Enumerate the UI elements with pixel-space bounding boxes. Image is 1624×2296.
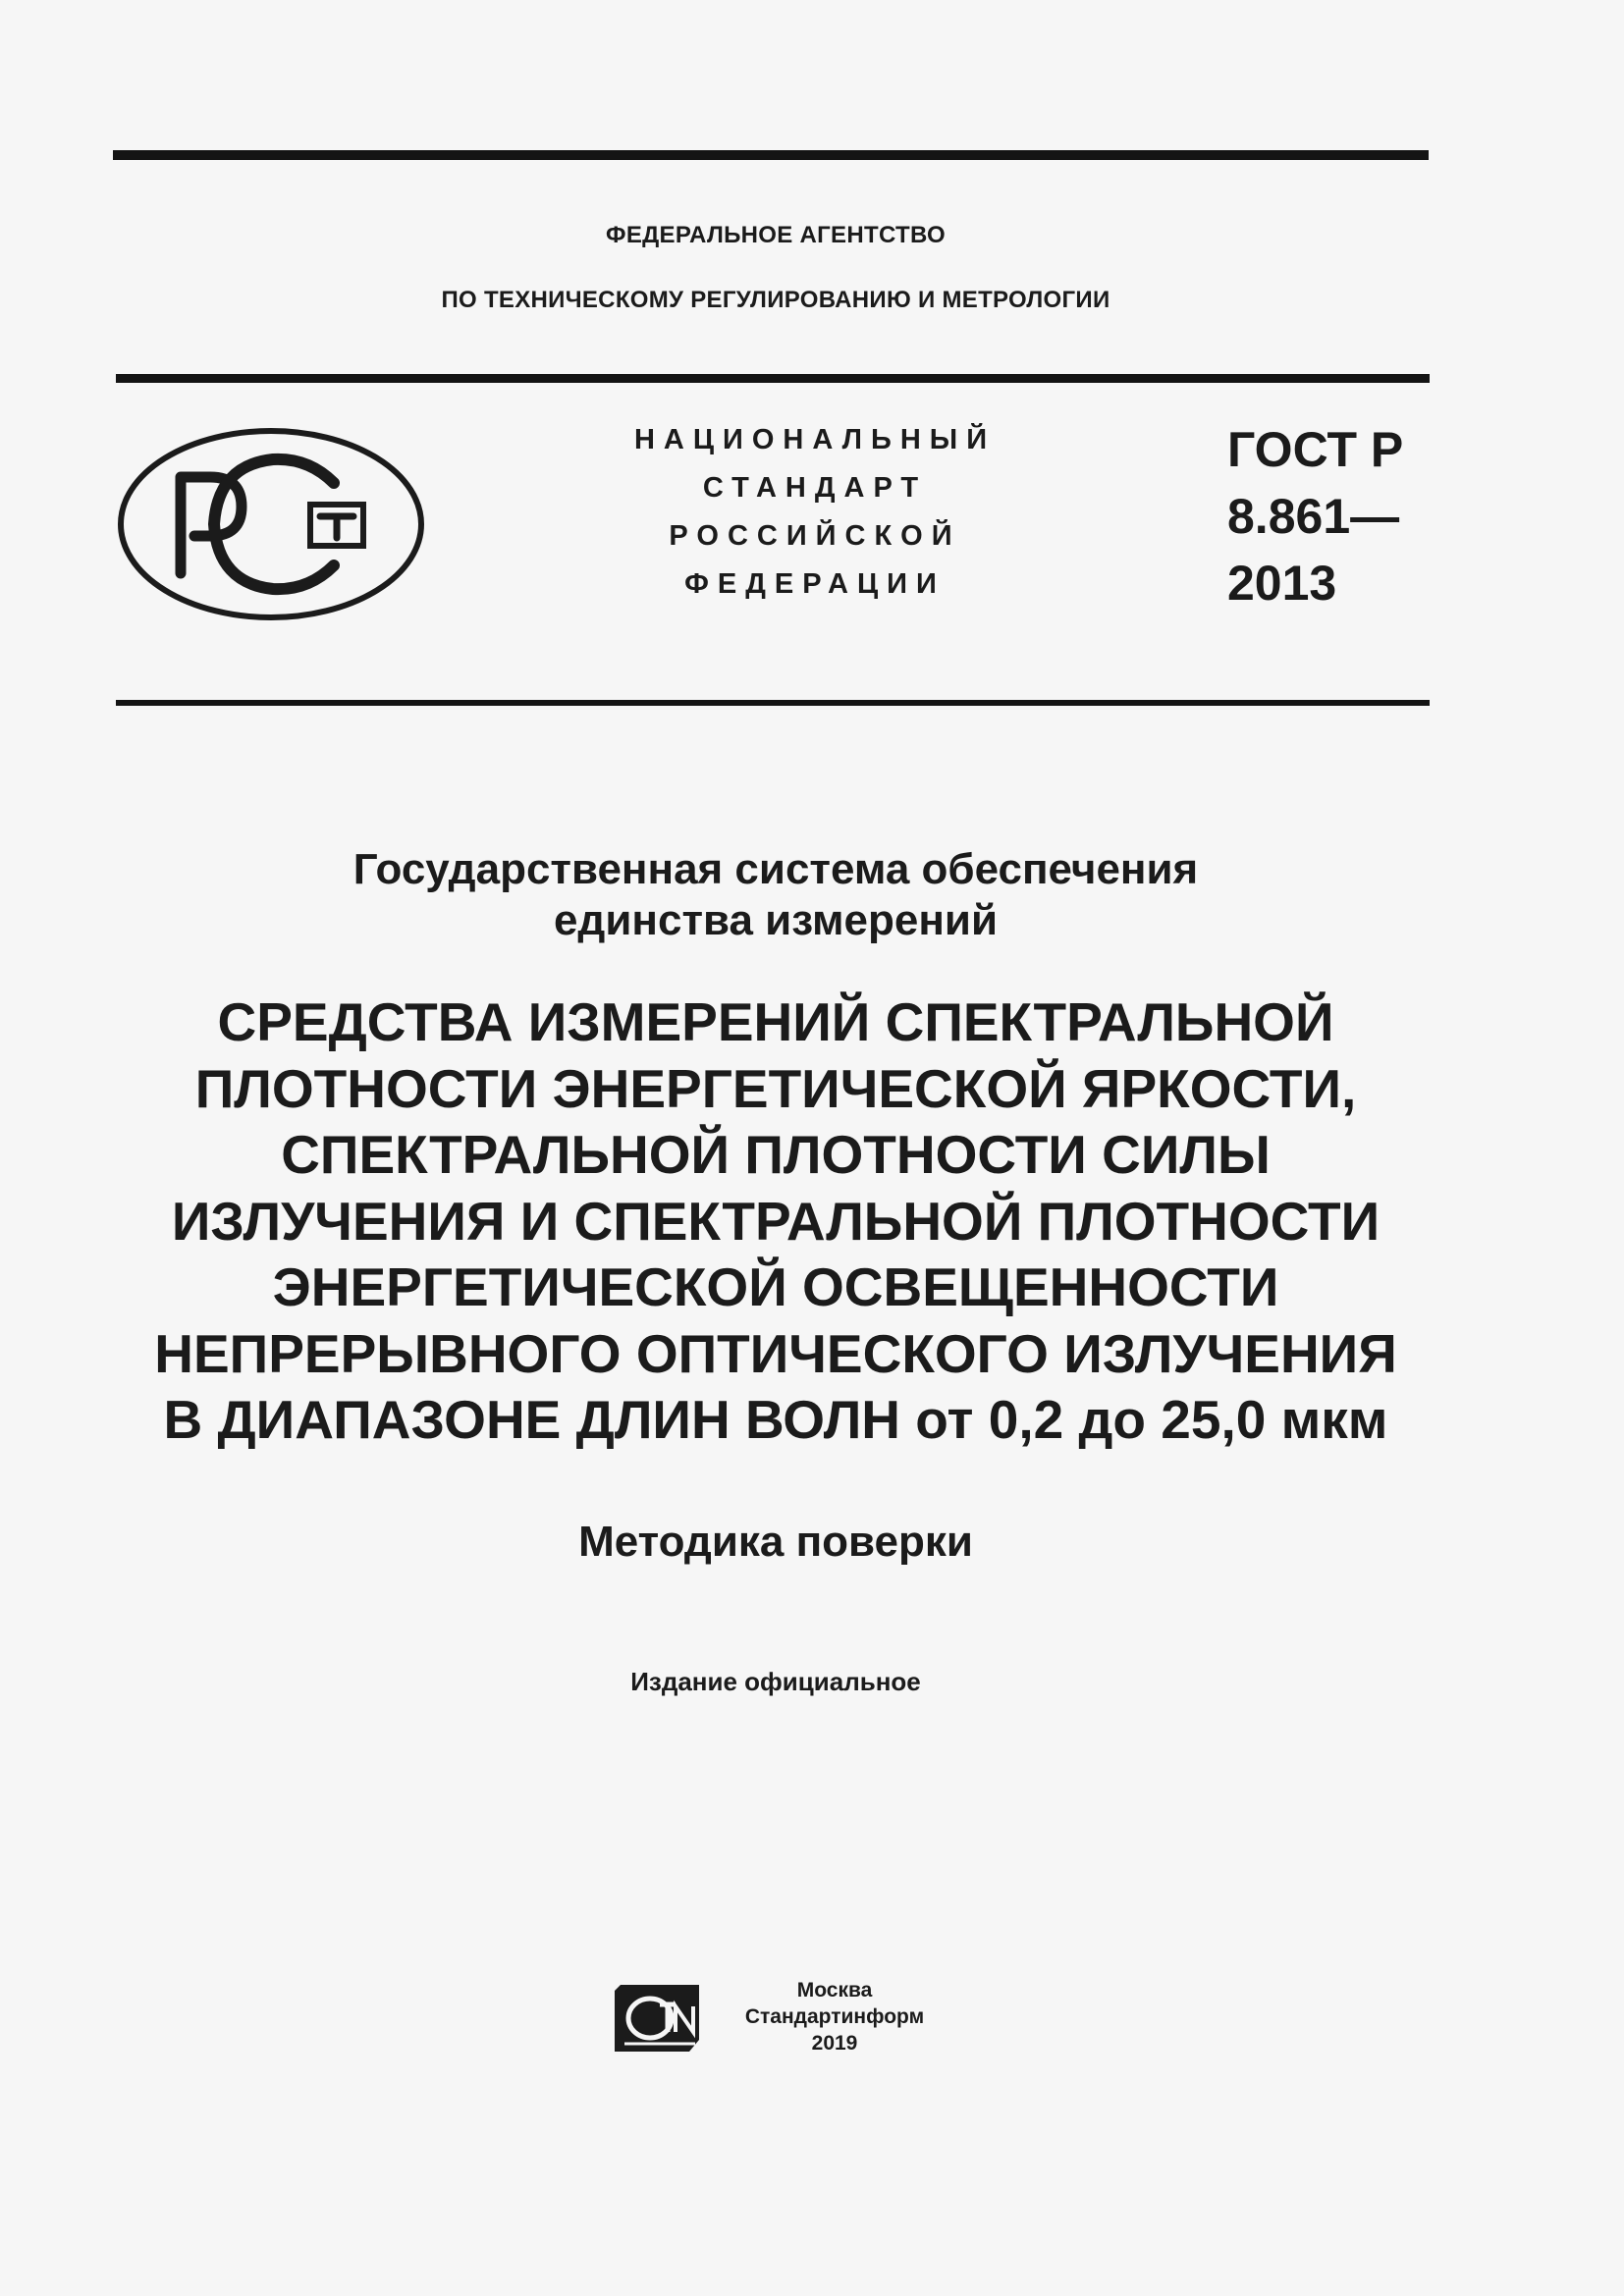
main-title-line-7 [0,1387,1551,1454]
header-bottom-rule [116,700,1430,706]
designation-line-3: 2013 [1227,556,1337,611]
publisher-year: 2019 [811,2032,858,2055]
agency-line-2: ПО ТЕХНИЧЕСКОМУ РЕГУЛИРОВАНИЮ И МЕТРОЛОГИИ [441,287,1110,313]
designation-line-2: 8.861— [1227,489,1400,544]
header-rule [116,374,1430,383]
standard-designation [1227,416,1403,616]
national-line-2: СТАНДАРТ [702,472,928,504]
publisher-city: Москва [796,1979,873,2002]
main-title [0,989,1551,1454]
designation-line-1: ГОСТ Р [1227,422,1404,477]
edition-label: Издание официальное [630,1667,921,1696]
national-line-3: РОССИЙСКОЙ [669,520,961,552]
main-title-line-7-prefix: В ДИАПАЗОНЕ ДЛИН ВОЛН [163,1389,901,1450]
standartinform-logo-icon [611,1981,705,2060]
national-line-1: НАЦИОНАЛЬНЫЙ [633,424,997,455]
main-title-line-4: ИЗЛУЧЕНИЯ И СПЕКТРАЛЬНОЙ ПЛОТНОСТИ [171,1190,1380,1252]
main-title-line-2: ПЛОТНОСТИ ЭНЕРГЕТИЧЕСКОЙ ЯРКОСТИ, [194,1057,1357,1119]
national-line-4: ФЕДЕРАЦИИ [684,568,946,600]
rst-logo-icon [116,426,426,627]
main-title-line-6: НЕПРЕРЫВНОГО ОПТИЧЕСКОГО ИЗЛУЧЕНИЯ [154,1322,1397,1384]
system-title-line-2: единства измерений [553,896,999,944]
publisher-info [707,1977,962,2056]
method-subtitle: Методика поверки [578,1518,973,1566]
agency-line-1: ФЕДЕРАЛЬНОЕ АГЕНТСТВО [606,222,946,248]
publisher-name: Стандартинформ [744,2005,925,2028]
system-title-line-1: Государственная система обеспечения [352,845,1199,893]
national-standard-label [569,416,1060,609]
main-title-line-3: СПЕКТРАЛЬНОЙ ПЛОТНОСТИ СИЛЫ [281,1124,1271,1185]
top-rule [113,150,1429,160]
main-title-line-5: ЭНЕРГЕТИЧЕСКОЙ ОСВЕЩЕННОСТИ [272,1256,1279,1317]
main-title-line-7-suffix: от 0,2 до 25,0 мкм [900,1389,1388,1450]
main-title-line-1: СРЕДСТВА ИЗМЕРЕНИЙ СПЕКТРАЛЬНОЙ [217,991,1334,1052]
system-title [0,844,1551,946]
